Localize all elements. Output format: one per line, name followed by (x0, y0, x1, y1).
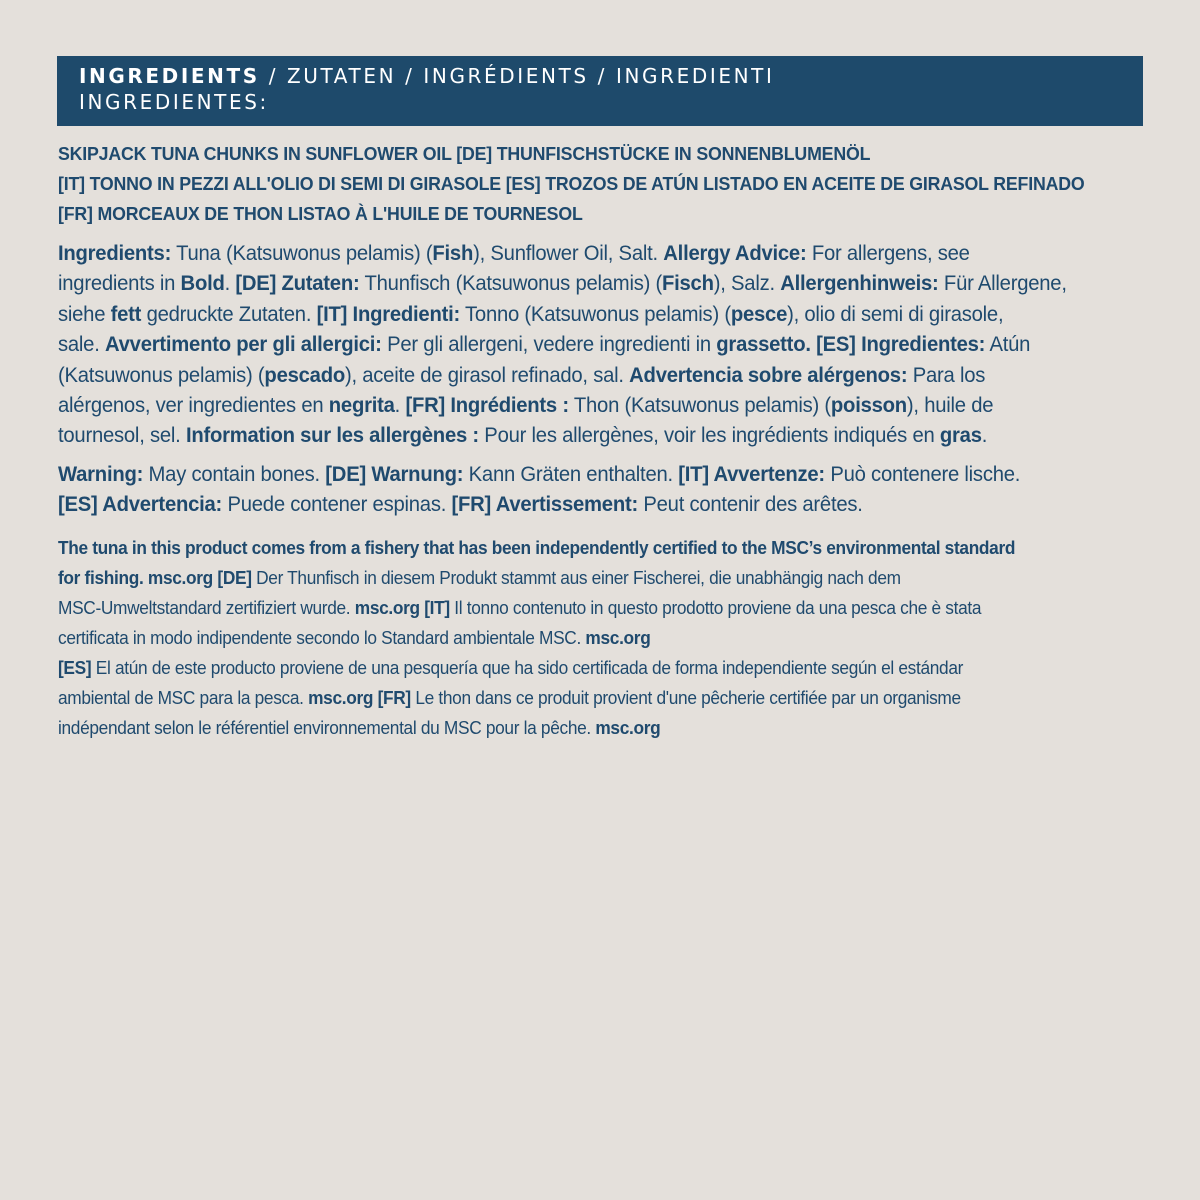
text-run: Peut contenir des arêtes. (637, 493, 863, 517)
text-run: indépendant selon le référentiel environnemental du MSC pour la pêche. (58, 716, 596, 738)
text-run: . (394, 394, 406, 418)
bold-text-run: pescado (264, 363, 345, 387)
bold-text-run: Information sur les allergènes : (185, 424, 479, 448)
text-line (58, 533, 1147, 563)
text-run: ingredients in (58, 272, 181, 296)
text-run: . (224, 272, 236, 296)
header-line-2: INGREDIENTES: (79, 90, 269, 114)
bold-text-run: [ES] Advertencia: (58, 493, 223, 517)
bold-text-run: msc.org [IT] (354, 596, 450, 618)
bold-text-run: grassetto. (716, 333, 811, 357)
text-run: certificata in modo indipendente secondo lo Standard ambientale MSC. (58, 626, 586, 648)
text-run: (Katsuwonus pelamis) ( (58, 363, 265, 387)
bold-text-run: [FR] Avertissement: (451, 493, 638, 517)
bold-text-run: Fish (432, 242, 474, 265)
text-run: Puede contener espinas. (222, 493, 452, 517)
bold-text-run: [IT] Avvertenze: (678, 462, 825, 486)
text-line (58, 490, 1144, 520)
bold-text-run: poisson (830, 394, 907, 418)
text-run: ), Salz. (713, 272, 781, 296)
text-line (58, 269, 1144, 299)
text-run: ), aceite de girasol refinado, sal. (344, 363, 630, 387)
text-line (58, 593, 1147, 623)
text-run: Thon (Katsuwonus pelamis) ( (568, 394, 831, 418)
msc-certification-paragraph (58, 533, 1147, 743)
header-line-1 (79, 63, 1121, 89)
bold-text-run: Allergy Advice: (663, 242, 807, 265)
bold-text-run: The tuna in this product comes from a fishery that has been independently certified to the MSC’s environmental standard (58, 536, 1016, 558)
product-title-line: SKIPJACK TUNA CHUNKS IN SUNFLOWER OIL [DE] THUNFISCHSTÜCKE IN SONNENBLUMENÖL (58, 143, 871, 164)
bold-text-run: pesce (730, 302, 788, 326)
bold-text-run: [IT] Ingredienti: (316, 302, 460, 326)
bold-text-run: [ES] Ingredientes: (816, 333, 986, 357)
bold-text-run: gras (939, 424, 982, 448)
text-run: Le thon dans ce produit provient d'une pêcherie certifiée par un organisme (410, 686, 961, 708)
product-title-line: [IT] TONNO IN PEZZI ALL'OLIO DI SEMI DI GIRASOLE [ES] TROZOS DE ATÚN LISTADO EN ACEITE DE GIRASOL REFINADO (58, 173, 1085, 194)
ingredients-header-band (57, 56, 1143, 126)
text-run: Tuna (Katsuwonus pelamis) ( (171, 242, 433, 265)
text-run: Può contenere lische. (824, 462, 1021, 486)
text-run: alérgenos, ver ingredientes en (58, 394, 329, 418)
bold-text-run: msc.org (585, 626, 651, 648)
bold-text-run: [DE] Warnung: (325, 462, 464, 486)
bold-text-run: msc.org [FR] (308, 686, 411, 708)
text-run: ), huile de (906, 394, 994, 418)
product-titles (58, 139, 1143, 229)
text-run: ambiental de MSC para la pesca. (58, 686, 309, 708)
bold-text-run: Bold (180, 272, 225, 296)
product-title-line: [FR] MORCEAUX DE THON LISTAO À L'HUILE DE TOURNESOL (58, 203, 583, 224)
text-run: May contain bones. (143, 462, 326, 486)
bold-text-run: Avvertimento per gli allergici: (104, 333, 382, 357)
text-line (58, 623, 1147, 653)
text-line (58, 361, 1144, 391)
text-run: Il tonno contenuto in questo prodotto proviene da una pesca che è stata (449, 596, 982, 618)
text-line (58, 391, 1144, 421)
text-line (58, 653, 1147, 683)
text-line (58, 300, 1144, 330)
ingredients-panel (57, 56, 1143, 743)
ingredients-paragraph (58, 239, 1144, 452)
bold-text-run: Advertencia sobre alérgenos: (629, 363, 908, 387)
text-run: Für Allergene, (938, 272, 1067, 296)
bold-text-run: [FR] Ingrédients : (405, 394, 569, 418)
bold-text-run: msc.org (595, 716, 661, 738)
text-run: ), olio di semi di girasole, (787, 302, 1004, 326)
bold-text-run: for fishing. msc.org [DE] (58, 566, 252, 588)
text-line (58, 330, 1144, 360)
text-run: Atún (985, 333, 1031, 357)
text-run: For allergens, see (806, 242, 970, 265)
text-run: ), Sunflower Oil, Salt. (473, 242, 664, 265)
bold-text-run: Ingredients: (58, 242, 172, 265)
bold-text-run: Warning: (58, 462, 144, 486)
text-run: El atún de este producto proviene de una pesquería que ha sido certificada de forma independiente según el estándar (91, 656, 964, 678)
text-run: sale. (58, 333, 105, 357)
bold-text-run: fett (110, 302, 142, 326)
text-run: Tonno (Katsuwonus pelamis) ( (459, 302, 731, 326)
text-run: gedruckte Zutaten. (141, 302, 317, 326)
bold-text-run: [ES] (58, 656, 92, 678)
text-run: Thunfisch (Katsuwonus pelamis) ( (359, 272, 662, 296)
text-line (58, 713, 1147, 743)
bold-text-run: Fisch (661, 272, 714, 296)
text-run: Kann Gräten enthalten. (463, 462, 679, 486)
text-line (58, 563, 1147, 593)
bold-text-run: Allergenhinweis: (780, 272, 939, 296)
bold-text-run: [DE] Zutaten: (235, 272, 360, 296)
header-lead-label: INGREDIENTS (79, 64, 260, 88)
warning-paragraph (58, 460, 1144, 521)
header-translations: / ZUTATEN / INGRÉDIENTS / INGREDIENTI (259, 64, 775, 88)
text-line (58, 683, 1147, 713)
text-run: . (981, 424, 988, 448)
bold-text-run: negrita (328, 394, 395, 418)
text-line (58, 460, 1144, 490)
text-run: MSC-Umweltstandard zertifiziert wurde. (58, 596, 355, 618)
text-run: Pour les allergènes, voir les ingrédients indiqués en (478, 424, 940, 448)
text-run: Para los (907, 363, 986, 387)
text-run: siehe (58, 302, 111, 326)
text-run: Der Thunfisch in diesem Produkt stammt aus einer Fischerei, die unabhängig nach dem (251, 566, 901, 588)
text-run: Per gli allergeni, vedere ingredienti in (381, 333, 717, 357)
text-run: tournesol, sel. (58, 424, 186, 448)
text-line (58, 421, 1144, 451)
text-line (58, 239, 1144, 269)
